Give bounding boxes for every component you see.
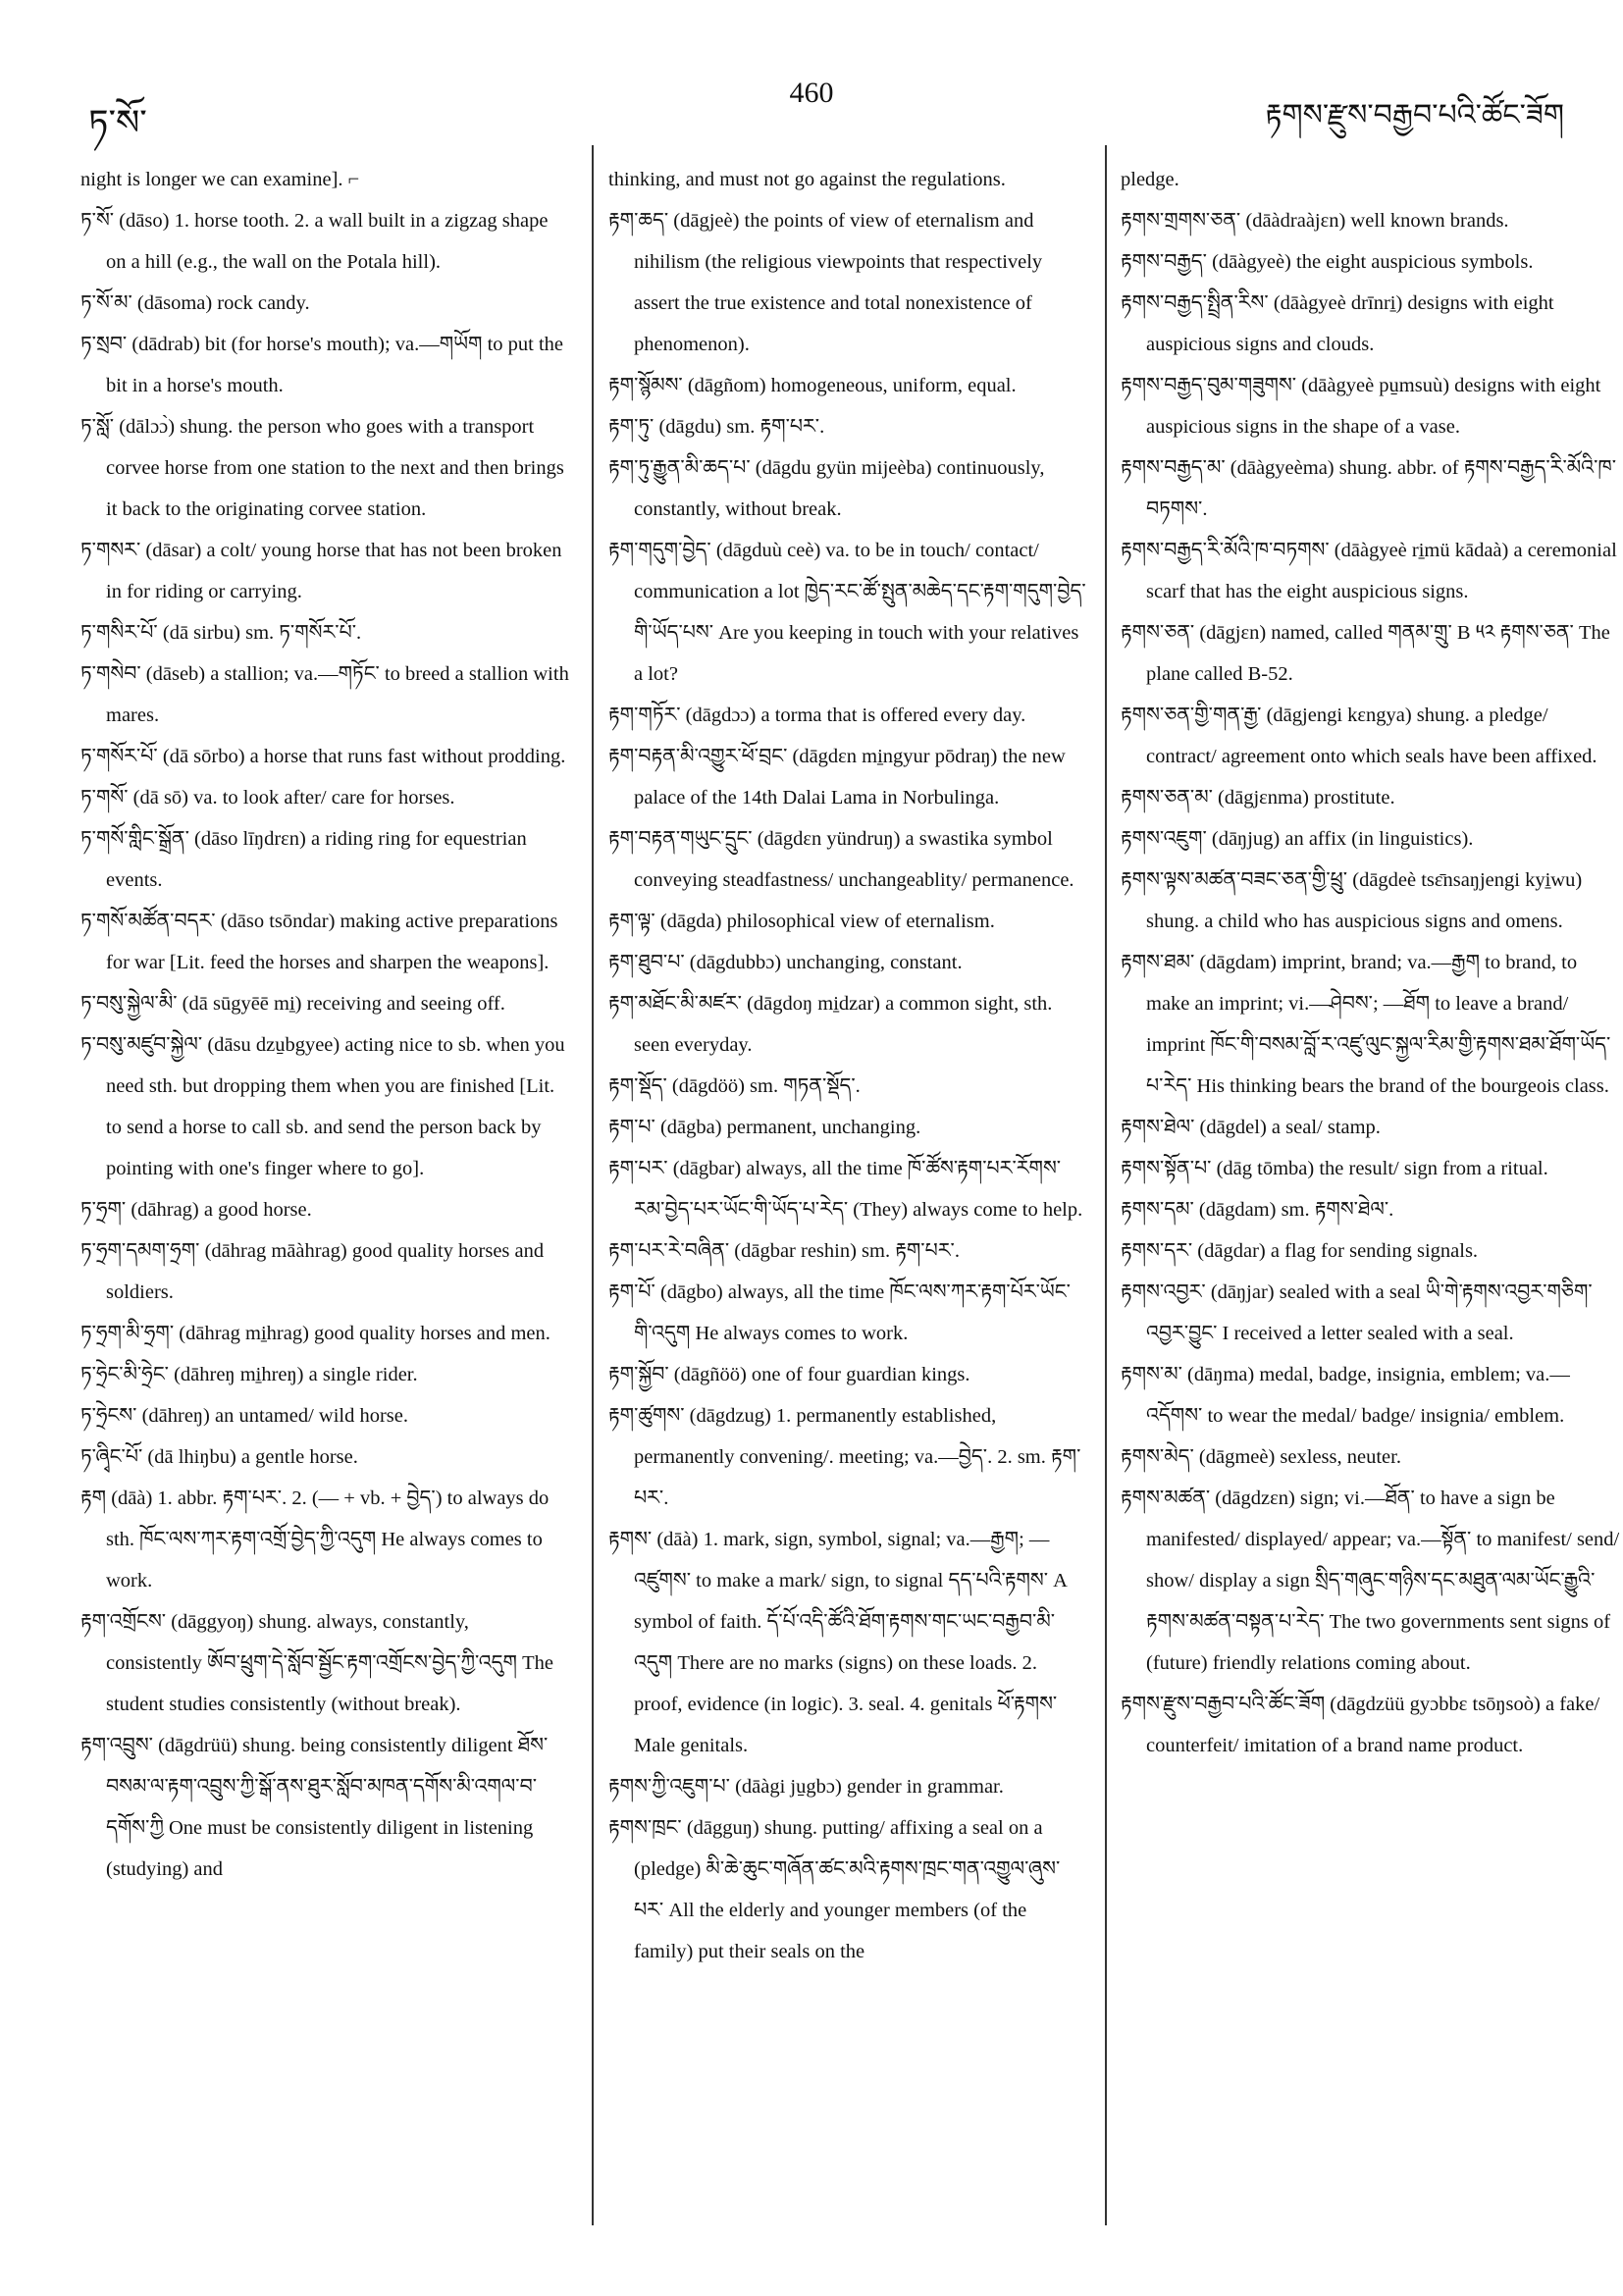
dictionary-entry: ཏ་ཧྲེངས་ (dāhreŋ) an untamed/ wild horse. xyxy=(80,1405,408,1427)
dictionary-entry: རྟག་ཚུགས་ (dāgdzug) 1. permanently established, permanently convening/. meeting; va.—བྱེད་. 2. sm. རྟག་པར་. xyxy=(608,1405,1081,1509)
dictionary-entry: རྟགས་སྟོན་པ་ (dāg tōmba) the result/ sign from a ritual. xyxy=(1121,1158,1548,1179)
dictionary-entry: night is longer we can examine]. ⌐ xyxy=(80,169,360,190)
dictionary-entry: རྟག་འབྲུས་ (dāgdrüü) shung. being consistently diligent ཐོས་བསམ་ལ་རྟག་འབྲུས་ཀྱི་སྒོ་ནས་ཐུར་སློབ་མཁན་དགོས་མི་འགལ་བ་དགོས་ཀྱི One must be consistently diligent in listening (studying) and xyxy=(80,1735,549,1880)
dictionary-entry: ཏ་གསོ་གླིང་སྒྲོན་ (dāso līŋdrɛn) a riding ring for equestrian events. xyxy=(80,828,527,891)
dictionary-entry: རྟགས་བརྒྱད་བུམ་གཟུགས་ (dāàgyeè pu̱msuù) designs with eight auspicious signs in the shape of a vase. xyxy=(1121,375,1601,438)
dictionary-entry: ཏ་གསར་ (dāsar) a colt/ young horse that has not been broken in for riding or carrying. xyxy=(80,540,562,602)
dictionary-entry: རྟགས་གྲགས་ཅན་ (dāàdraàjɛn) well known brands. xyxy=(1121,210,1509,232)
dictionary-entry: རྟགས་བརྒྱད་མ་ (dāàgyeèma) shung. abbr. of རྟགས་བརྒྱད་རི་མོའི་ཁ་བཏགས་. xyxy=(1121,457,1617,520)
running-head-left: ཏ་སོ་ xyxy=(88,103,147,142)
dictionary-entry: རྟག་པར་རེ་བཞིན་ (dāgbar reshin) sm. རྟག་པར་. xyxy=(608,1240,960,1262)
dictionary-entry: ཏ་ཧྲག་ (dāhrag) a good horse. xyxy=(80,1199,312,1221)
page-number: 460 xyxy=(789,77,834,109)
column-divider xyxy=(592,145,594,2225)
dictionary-entry: རྟགས་ཅན་གྱི་གན་རྒྱ་ (dāgjengi kɛngya) shung. a pledge/ contract/ agreement onto which seals have been affixed. xyxy=(1121,704,1597,767)
dictionary-entry: རྟག་པར་ (dāgbar) always, all the time ཁོ་ཚོས་རྟག་པར་རོགས་རམ་བྱེད་པར་ཡོང་གི་ཡོད་པ་རེད་ (They) always come to help. xyxy=(608,1158,1083,1221)
dictionary-entry: རྟག་ཏུ་རྒྱུན་མི་ཆད་པ་ (dāgdu gyün mijeèba) continuously, constantly, without break. xyxy=(608,457,1045,520)
dictionary-entry: རྟགས་དམ་ (dāgdam) sm. རྟགས་ཐེལ་. xyxy=(1121,1199,1394,1221)
dictionary-entry: རྟག་གཏོར་ (dāgdɔɔ) a torma that is offered every day. xyxy=(608,704,1026,726)
dictionary-entry: རྟག་ཆད་ (dāgjeè) the points of view of eternalism and nihilism (the religious viewpoints that respectively assert the true existence and total nonexistence of phenomenon). xyxy=(608,210,1043,355)
dictionary-entry: རྟག་བརྟན་གཡུང་དྲུང་ (dāgdɛn yündruŋ) a swastika symbol conveying steadfastness/ unchangeablity/ permanence. xyxy=(608,828,1074,891)
dictionary-entry: རྟགས་ཐམ་ (dāgdam) imprint, brand; va.—རྒྱག to brand, to make an imprint; vi.—ཤེབས་; —ཐོག to leave a brand/ imprint ཁོང་གི་བསམ་བློ་ར་འཛུ་ལུང་སྐྱལ་རིམ་གྱི་རྟགས་ཐམ་ཐོག་ཡོད་པ་རེད་ His thinking bears the brand of the bourgeois class. xyxy=(1121,952,1611,1097)
dictionary-entry: ཏ་གསོ་ (dā sō) va. to look after/ care for horses. xyxy=(80,787,455,809)
page-header xyxy=(0,73,1623,142)
dictionary-entry: ཏ་ཧྲེང་མི་ཧྲེང་ (dāhreŋ mi̱hreŋ) a single rider. xyxy=(80,1364,418,1385)
dictionary-entry: རྟག་པོ་ (dāgbo) always, all the time ཁོང་ལས་ཀར་རྟག་པོར་ཡོང་གི་འདུག He always comes to work. xyxy=(608,1281,1071,1344)
dictionary-entry: རྟགས་ཅན་ (dāgjɛn) named, called གནམ་གྲུ་ B ༥༢ རྟགས་ཅན་ The plane called B-52. xyxy=(1121,622,1610,685)
dictionary-entry: ཏ་ཧྲག་དམག་ཧྲག་ (dāhrag māàhrag) good quality horses and soldiers. xyxy=(80,1240,545,1303)
dictionary-entry: ཏ་སོ་ (dāso) 1. horse tooth. 2. a wall built in a zigzag shape on a hill (e.g., the wall on the Potala hill). xyxy=(80,210,549,273)
dictionary-entry: ཏ་ཞྭིང་པོ་ (dā lhiŋbu) a gentle horse. xyxy=(80,1446,358,1468)
dictionary-entry: རྟག་ཏུ་ (dāgdu) sm. རྟག་པར་. xyxy=(608,416,825,438)
dictionary-entry: ཏ་སྲབ་ (dādrab) bit (for horse's mouth); va.—གཡོག to put the bit in a horse's mouth. xyxy=(80,334,564,396)
dictionary-entry: རྟག་སྐྱོབ་ (dāgñöö) one of four guardian kings. xyxy=(608,1364,970,1385)
dictionary-column-2 xyxy=(608,159,1087,2269)
dictionary-column-3 xyxy=(1121,159,1621,2269)
running-head-right: རྟགས་རྫུས་བརྒྱབ་པའི་ཚོང་ཟོག xyxy=(1265,99,1564,131)
dictionary-entry: རྟག་གདུག་བྱེད་ (dāgduù ceè) va. to be in touch/ contact/ communication a lot ཁྱེད་རང་ཚོ་སྤུན་མཆེད་དང་རྟག་གདུག་བྱེད་གི་ཡོད་པས་ Are you keeping in touch with your relatives a lot? xyxy=(608,540,1086,685)
dictionary-entry: རྟག་འགྲོངས་ (dāggyoŋ) shung. always, constantly, consistently ཨོབ་ཕྲུག་དེ་སློབ་སྦྱོང་རྟག་འགྲོངས་བྱེད་ཀྱི་འདུག The student studies consistently (without break). xyxy=(80,1611,553,1715)
dictionary-entry: ཏ་གསོ་མཚོན་བདར་ (dāso tsōndar) making active preparations for war [Lit. feed the horses and sharpen the weapons]. xyxy=(80,911,558,973)
dictionary-entry: རྟག་མཐོང་མི་མཛར་ (dāgdoŋ mi̱dzar) a common sight, sth. seen everyday. xyxy=(608,993,1053,1056)
column-divider xyxy=(1105,145,1107,2225)
dictionary-entry: རྟགས་དར་ (dāgdar) a flag for sending signals. xyxy=(1121,1240,1479,1262)
dictionary-entry: རྟགས་ཁྲང་ (dāgguŋ) shung. putting/ affixing a seal on a (pledge) མི་ཆེ་ཆུང་གཞོན་ཚང་མའི་རྟགས་ཁྲང་གན་འགྱུལ་ཞུས་པར་ All the elderly and younger members (of the family) put their seals on the xyxy=(608,1817,1061,1962)
dictionary-entry: ཏ་བསུ་མཛུབ་སྐྱེལ་ (dāsu dzu̱bgyee) acting nice to sb. when you need sth. but dropping them when you are finished [Lit. to send a horse to call sb. and send the person back by pointing with one's finger where to go]. xyxy=(80,1034,565,1179)
dictionary-entry: རྟགས་མ་ (dāŋma) medal, badge, insignia, emblem; va.—འདོགས་ to wear the medal/ badge/ insignia/ emblem. xyxy=(1121,1364,1570,1427)
dictionary-entry: རྟགས་བརྒྱད་རི་མོའི་ཁ་བཏགས་ (dāàgyeè ri̱mü kādaà) a ceremonial scarf that has the eight auspicious signs. xyxy=(1121,540,1617,602)
dictionary-entry: ཏ་གསོར་པོ་ (dā sōrbo) a horse that runs fast without prodding. xyxy=(80,746,566,767)
dictionary-entry: རྟགས་རྫུས་བརྒྱབ་པའི་ཚོང་ཟོག (dāgdzüü gyɔbbɛ tsōŋsoò) a fake/ counterfeit/ imitation of a brand name product. xyxy=(1121,1694,1600,1756)
dictionary-entry: ཏ་གསེབ་ (dāseb) a stallion; va.—གཏོང་ to breed a stallion with mares. xyxy=(80,663,569,726)
dictionary-entry: རྟག་སྙོམས་ (dāgñom) homogeneous, uniform, equal. xyxy=(608,375,1017,396)
dictionary-entry: རྟགས་ལྟས་མཚན་བཟང་ཅན་གྱི་ཕྲུ་ (dāgdeè tsɛ̄nsaŋjengi kyi̱wu) shung. a child who has auspicious signs and omens. xyxy=(1121,869,1583,932)
dictionary-entry: ཏ་སློ་ (dālɔɔ̀) shung. the person who goes with a transport corvee horse from one station to the next and then brings it back to the originating corvee station. xyxy=(80,416,564,520)
dictionary-entry: pledge. xyxy=(1121,169,1179,190)
dictionary-entry: རྟག་ལྟ་ (dāgda) philosophical view of eternalism. xyxy=(608,911,995,932)
dictionary-entry: རྟགས་ (dāà) 1. mark, sign, symbol, signal; va.—རྒྱག; —འཛུགས་ to make a mark/ sign, to signal དད་པའི་རྟགས་ A symbol of faith. དོ་པོ་འདི་ཚོའི་ཐོག་རྟགས་གང་ཡང་བརྒྱབ་མི་འདུག There are no marks (signs) on these loads. 2. proof, evidence (in logic). 3. seal. 4. genitals ཕོ་རྟགས་ Male genitals. xyxy=(608,1529,1067,1756)
dictionary-entry: རྟགས་ཅན་མ་ (dāgjɛnma) prostitute. xyxy=(1121,787,1395,809)
dictionary-entry: རྟགས་བརྒྱད་ (dāàgyeè) the eight auspicious symbols. xyxy=(1121,251,1534,273)
dictionary-entry: རྟགས་འབྱར་ (dāŋjar) sealed with a seal ཡི་གེ་རྟགས་འབྱར་གཅིག་འབྱར་བྱུང་ I received a letter sealed with a seal. xyxy=(1121,1281,1593,1344)
dictionary-entry: ཏ་བསུ་སྐྱེལ་མི་ (dā sūgyēē mi̱) receiving and seeing off. xyxy=(80,993,505,1015)
dictionary-entry: རྟགས་འཇུག་ (dāŋjug) an affix (in linguistics). xyxy=(1121,828,1474,850)
dictionary-entry: རྟགས་ཀྱི་འཇུག་པ་ (dāàgi ju̱gbɔ) gender in grammar. xyxy=(608,1776,1004,1798)
dictionary-entry: རྟག་བརྟན་མི་འགྱུར་ཕོ་བྲང་ (dāgdɛn mi̱ngyur pōdraŋ) the new palace of the 14th Dalai Lama in Norbulinga. xyxy=(608,746,1066,809)
dictionary-entry: རྟགས་མེད་ (dāgmeè) sexless, neuter. xyxy=(1121,1446,1401,1468)
dictionary-column-1 xyxy=(80,159,569,2269)
dictionary-entry: རྟག་ཐུབ་པ་ (dāgdubbɔ) unchanging, constant. xyxy=(608,952,963,973)
dictionary-entry: རྟག་སྡོད་ (dāgdöö) sm. གཏན་སྡོད་. xyxy=(608,1075,861,1097)
dictionary-entry: རྟགས་བརྒྱད་སྤྲིན་རིས་ (dāàgyeè drīnri̱) designs with eight auspicious signs and clouds. xyxy=(1121,292,1554,355)
dictionary-entry: རྟགས་མཚན་ (dāgdzɛn) sign; vi.—ཐོན་ to have a sign be manifested/ displayed/ appear; va.—སྟོན་ to manifest/ send/ show/ display a sign སྲིད་གཞུང་གཉིས་དང་མཐུན་ལམ་ཡོང་རྒྱུའི་རྟགས་མཚན་བསྟན་པ་རེད་ The two governments sent signs of (future) friendly relations coming about. xyxy=(1121,1487,1620,1674)
dictionary-entry: ཏ་གསིར་པོ་ (dā sirbu) sm. ཏ་གསོར་པོ་. xyxy=(80,622,362,644)
dictionary-entry: ཏ་ཧྲག་མི་ཧྲག་ (dāhrag mi̱hrag) good quality horses and men. xyxy=(80,1323,550,1344)
dictionary-entry: རྟག (dāà) 1. abbr. རྟག་པར་. 2. (— + vb. + བྱེད་) to always do sth. ཁོང་ལས་ཀར་རྟག་འགྲོ་བྱེད་ཀྱི་འདུག He always comes to work. xyxy=(80,1487,550,1592)
dictionary-entry: ཏ་སོ་མ་ (dāsoma) rock candy. xyxy=(80,292,310,314)
dictionary-entry: རྟག་པ་ (dāgba) permanent, unchanging. xyxy=(608,1117,921,1138)
dictionary-entry: thinking, and must not go against the regulations. xyxy=(608,169,1006,190)
dictionary-entry: རྟགས་ཐེལ་ (dāgdel) a seal/ stamp. xyxy=(1121,1117,1381,1138)
